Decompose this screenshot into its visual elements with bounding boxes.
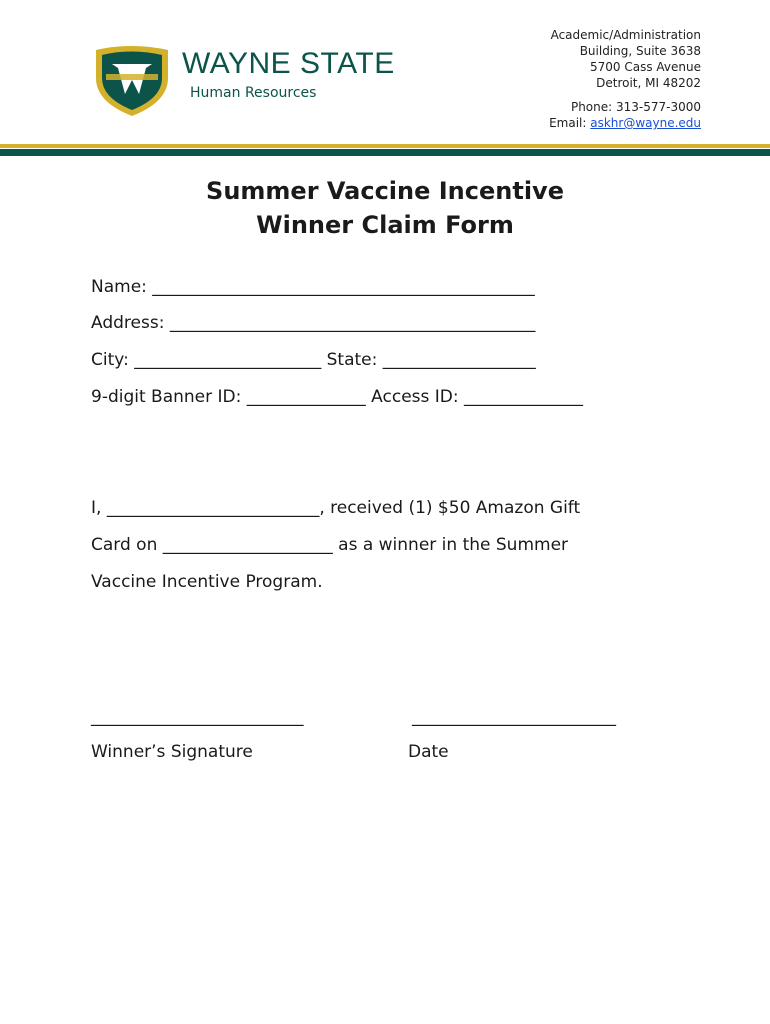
address-line: Building, Suite 3638 (579, 44, 701, 58)
email-link[interactable]: askhr@wayne.edu (590, 116, 701, 130)
date-line: ________________________ (412, 707, 616, 727)
city-state-field: City: ______________________ State: __________________ (91, 350, 536, 370)
department-name: Human Resources (190, 85, 317, 101)
address-line: Academic/Administration (550, 28, 701, 42)
header-rule-green (0, 149, 770, 156)
date-label: Date (408, 742, 449, 762)
contact-block (481, 27, 701, 131)
statement-line-1: I, _________________________, received (1) $50 Amazon Gift (91, 498, 581, 518)
header-rule-gold (0, 144, 770, 148)
banner-access-id-field: 9-digit Banner ID: ______________ Access ID: ______________ (91, 387, 584, 407)
address-field: Address: ___________________________________________ (91, 313, 536, 333)
brand-name: WAYNE STATE (182, 47, 395, 80)
signature-label: Winner’s Signature (91, 742, 253, 762)
email-line (481, 115, 701, 131)
form-title-line-1: Summer Vaccine Incentive (206, 177, 564, 205)
name-field: Name: _____________________________________________ (91, 277, 535, 297)
signature-line: _________________________ (91, 707, 304, 727)
address-line: Detroit, MI 48202 (596, 76, 701, 90)
wayne-state-shield-logo (92, 44, 172, 118)
address-line: 5700 Cass Avenue (590, 60, 701, 74)
email-label: Email: (549, 116, 591, 130)
statement-line-3: Vaccine Incentive Program. (91, 572, 323, 592)
statement-line-2: Card on ____________________ as a winner in the Summer (91, 535, 569, 555)
form-title-line-2: Winner Claim Form (256, 211, 514, 239)
phone-text: Phone: 313-577-3000 (570, 100, 701, 114)
